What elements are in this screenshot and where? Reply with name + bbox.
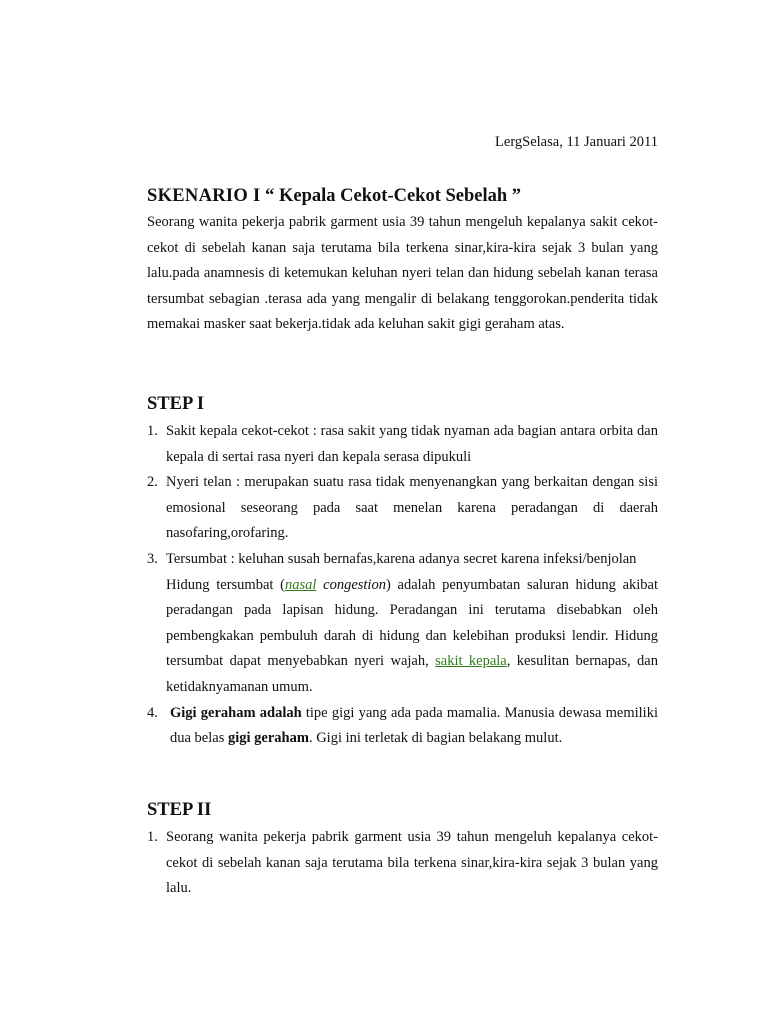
- list-item-text: Tersumbat : keluhan susah bernafas,karena adanya secret karena infeksi/benjolan: [166, 550, 637, 567]
- title-rest: “ Kepala Cekot-Cekot Sebelah ”: [265, 186, 522, 206]
- list-item: [147, 701, 658, 752]
- list-number: 4.: [147, 704, 158, 721]
- list-number: 3.: [147, 550, 158, 567]
- list-item-subparagraph: [147, 573, 658, 701]
- scenario-paragraph: Seorang wanita pekerja pabrik garment usia 39 tahun mengeluh kepalanya sakit cekot-cekot di sebelah kanan saja terutama bila terkena sinar,kira-kira sejak 3 bulan yang lalu.pada anamnesis di ketemukan keluhan nyeri telan dan hidung sebelah kanan terasa tersumbat sebagian .terasa ada yang mengalir di belakang tenggorokan.penderita tidak memakai masker saat bekerja.tidak ada keluhan sakit gigi geraham atas.: [147, 214, 658, 333]
- nasal-link[interactable]: nasal: [284, 576, 317, 593]
- list-item-text: . Gigi ini terletak di bagian belakang mulut.: [308, 730, 563, 747]
- list-item-text: tipe gigi yang ada pada mamalia. Manusia dewasa memiliki dua belas: [170, 704, 658, 747]
- bold-term: Gigi geraham adalah: [170, 704, 302, 721]
- step1-list: [147, 419, 658, 752]
- list-number: 1.: [147, 829, 158, 845]
- list-number: 1.: [147, 423, 158, 439]
- list-item: [147, 825, 658, 902]
- sub-italic: congestion: [316, 576, 386, 593]
- list-item: [147, 470, 658, 547]
- list-item-text: Seorang wanita pekerja pabrik garment usia 39 tahun mengeluh kepalanya cekot-cekot di sebelah kanan saja terutama bila terkena sinar,kira-kira sejak 3 bulan yang lalu.: [166, 829, 658, 897]
- title-prefix: SKENARIO I: [147, 186, 261, 206]
- list-item-text: Nyeri telan : merupakan suatu rasa tidak menyenangkan yang berkaitan dengan sisi emosional seseorang pada saat menelan karena peradangan di daerah nasofaring,orofaring.: [166, 474, 658, 542]
- list-item: [147, 547, 658, 573]
- scenario-title: [147, 186, 521, 207]
- sub-text-c: , kesulitan bernapas, dan ketidaknyamanan umum.: [166, 653, 658, 695]
- sub-text-b: ) adalah penyumbatan saluran hidung akibat peradangan pada lapisan hidung. Peradangan ini terutama disebabkan oleh pembengkakan pembuluh darah di hidung dan kelebihan produksi lendir. Hidung tersumbat dapat menyebabkan nyeri wajah,: [166, 576, 658, 670]
- sakit-kepala-link[interactable]: sakit kepala: [435, 653, 507, 670]
- step1-heading: STEP I: [147, 394, 205, 414]
- date-line: LergSelasa, 11 Januari 2011: [495, 134, 658, 150]
- list-number: 2.: [147, 474, 158, 491]
- list-item-text: Sakit kepala cekot-cekot : rasa sakit yang tidak nyaman ada bagian antara orbita dan kepala di sertai rasa nyeri dan kepala serasa dipukuli: [166, 423, 658, 465]
- list-item: [147, 419, 658, 470]
- step2-heading: STEP II: [147, 800, 212, 820]
- bold-term: gigi geraham: [227, 730, 309, 747]
- step2-list: [147, 825, 658, 902]
- sub-text-a: Hidung tersumbat (: [166, 576, 285, 593]
